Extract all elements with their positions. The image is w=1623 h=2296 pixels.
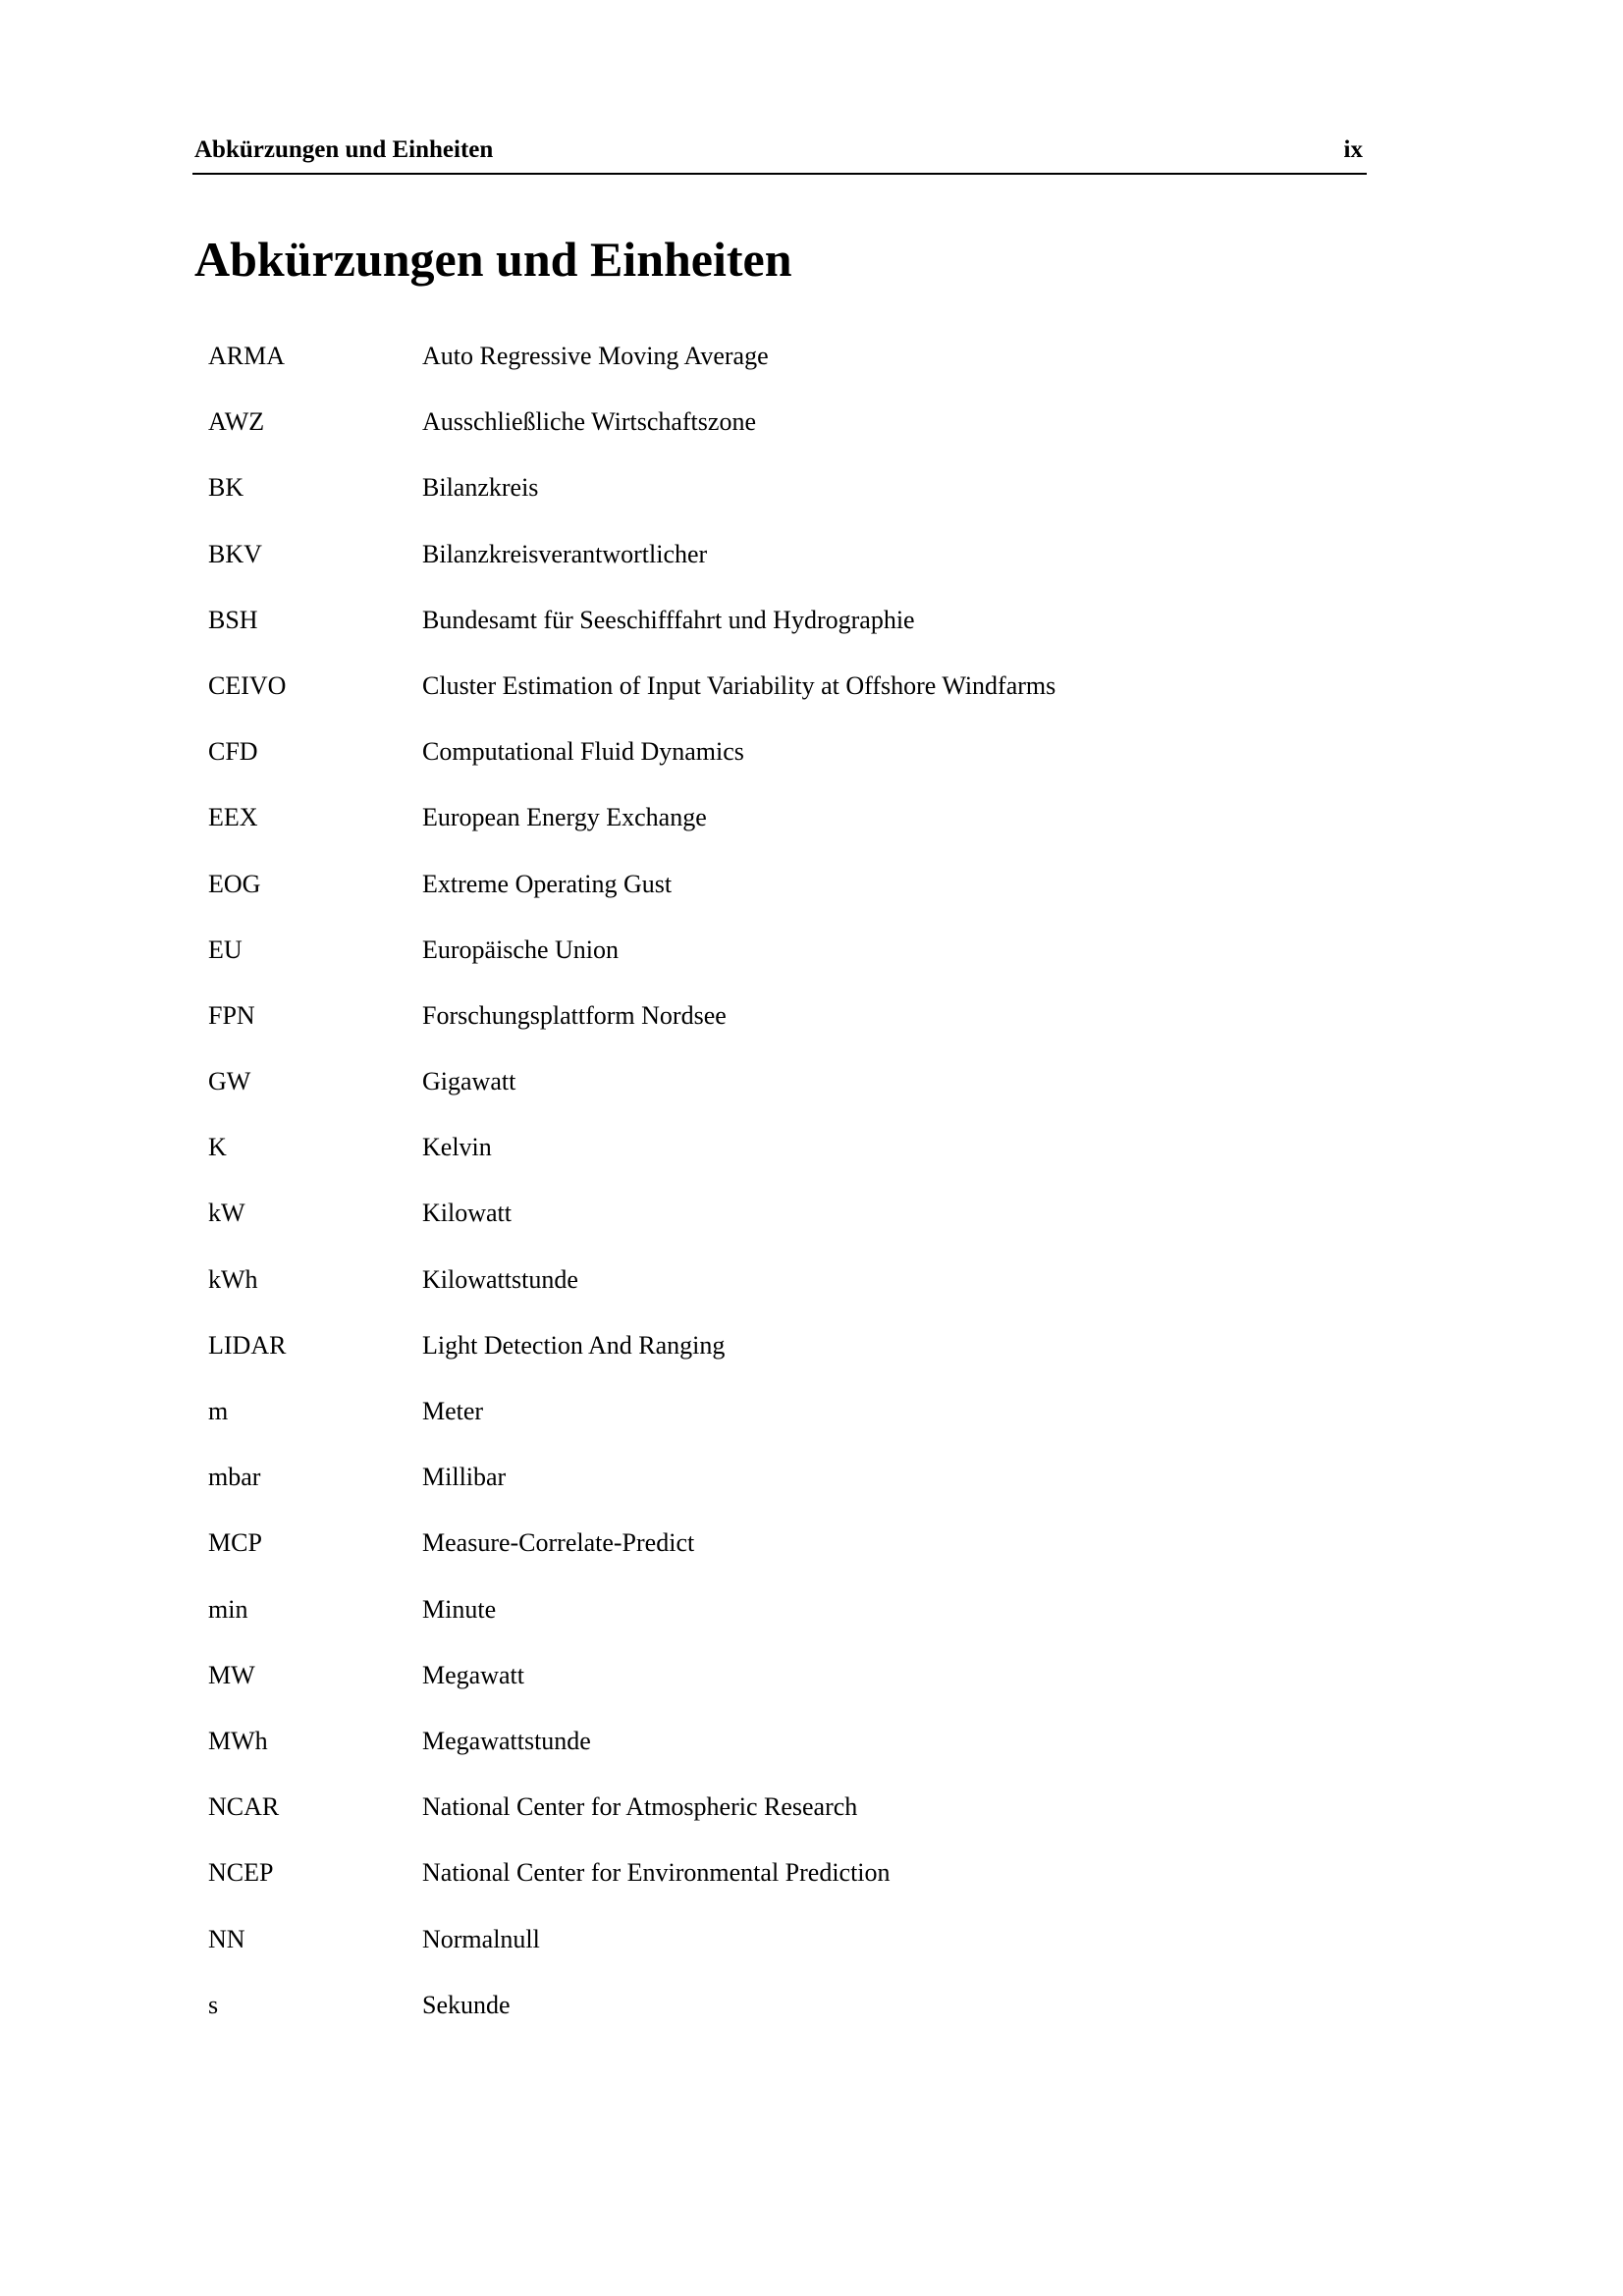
abbreviation-definition: Bilanzkreis (422, 473, 539, 503)
abbreviation-definition: Extreme Operating Gust (422, 869, 673, 898)
abbreviation-row (208, 1265, 1386, 1331)
abbreviation-row (208, 1792, 1386, 1858)
abbreviation-row (208, 1067, 1386, 1133)
abbreviation-definition: Minute (422, 1594, 497, 1624)
abbreviation-term: NCAR (208, 1792, 280, 1822)
abbreviation-term: GW (208, 1067, 251, 1096)
abbreviation-row (208, 540, 1386, 606)
abbreviation-definition: Forschungsplattform Nordsee (422, 1000, 727, 1030)
abbreviation-term: MWh (208, 1726, 268, 1755)
abbreviation-row (208, 737, 1386, 803)
abbreviation-row (208, 1925, 1386, 1991)
abbreviation-definition: Auto Regressive Moving Average (422, 342, 769, 370)
abbreviation-row (208, 935, 1386, 1001)
abbreviation-term: BKV (208, 539, 262, 568)
abbreviation-definition: Sekunde (422, 1990, 511, 2019)
abbreviation-row (208, 1727, 1386, 1792)
abbreviation-term: EOG (208, 869, 261, 898)
abbreviation-definition: Normalnull (422, 1924, 540, 1953)
abbreviation-row (208, 1595, 1386, 1661)
page-number: ix (1343, 136, 1363, 163)
abbreviation-term: AWZ (208, 407, 265, 437)
abbreviation-term: mbar (208, 1463, 261, 1492)
abbreviation-definition: Kilowatt (422, 1199, 512, 1228)
abbreviation-definition: Gigawatt (422, 1067, 516, 1096)
abbreviation-definition: National Center for Atmospheric Research (422, 1792, 858, 1822)
abbreviation-row (208, 342, 1386, 407)
abbreviation-term: EU (208, 934, 243, 964)
abbreviation-term: min (208, 1594, 248, 1624)
abbreviation-term: kWh (208, 1264, 258, 1294)
abbreviation-definition: Bilanzkreisverantwortlicher (422, 539, 708, 568)
abbreviation-definition: Light Detection And Ranging (422, 1330, 726, 1360)
abbreviation-term: ARMA (208, 342, 286, 370)
abbreviation-term: CFD (208, 737, 258, 767)
abbreviation-definition: Measure-Correlate-Predict (422, 1528, 695, 1558)
abbreviation-definition: Computational Fluid Dynamics (422, 737, 744, 767)
abbreviation-row (208, 803, 1386, 869)
abbreviation-term: LIDAR (208, 1330, 287, 1360)
abbreviation-term: FPN (208, 1000, 255, 1030)
abbreviation-list (208, 342, 1386, 2056)
abbreviation-row (208, 1397, 1386, 1463)
abbreviation-row (208, 1991, 1386, 2056)
abbreviation-term: s (208, 1990, 219, 2019)
chapter-title: Abkürzungen und Einheiten (194, 232, 792, 287)
abbreviation-definition: Ausschließliche Wirtschaftszone (422, 407, 756, 437)
abbreviation-definition: National Center for Environmental Prediction (422, 1858, 891, 1888)
running-header-title: Abkürzungen und Einheiten (194, 136, 494, 163)
abbreviation-term: NCEP (208, 1858, 274, 1888)
abbreviation-definition: Megawattstunde (422, 1726, 591, 1755)
abbreviation-definition: European Energy Exchange (422, 803, 707, 832)
abbreviation-row (208, 1858, 1386, 1924)
abbreviation-row (208, 1001, 1386, 1067)
abbreviation-row (208, 606, 1386, 671)
abbreviation-term: MW (208, 1660, 255, 1689)
abbreviation-row (208, 1661, 1386, 1727)
abbreviation-definition: Kelvin (422, 1133, 492, 1162)
abbreviation-definition: Cluster Estimation of Input Variability at Offshore Windfarms (422, 670, 1056, 700)
abbreviation-definition: Europäische Union (422, 934, 620, 964)
abbreviation-definition: Meter (422, 1397, 484, 1425)
abbreviation-definition: Megawatt (422, 1660, 524, 1689)
abbreviation-term: BSH (208, 605, 258, 634)
abbreviation-row (208, 407, 1386, 473)
abbreviation-term: K (208, 1133, 227, 1162)
abbreviation-term: EEX (208, 803, 258, 832)
abbreviation-term: MCP (208, 1528, 262, 1558)
abbreviation-definition: Bundesamt für Seeschifffahrt und Hydrographie (422, 605, 915, 634)
abbreviation-row (208, 1331, 1386, 1397)
abbreviation-row (208, 473, 1386, 539)
abbreviation-term: kW (208, 1199, 245, 1228)
abbreviation-term: m (208, 1397, 229, 1425)
abbreviation-definition: Millibar (422, 1463, 507, 1492)
abbreviation-row (208, 1463, 1386, 1528)
abbreviation-term: BK (208, 473, 244, 503)
abbreviation-term: CEIVO (208, 670, 287, 700)
abbreviation-row (208, 1133, 1386, 1199)
abbreviation-term: NN (208, 1924, 245, 1953)
abbreviation-row (208, 870, 1386, 935)
abbreviation-row (208, 671, 1386, 737)
abbreviation-row (208, 1199, 1386, 1264)
running-header (192, 133, 1367, 175)
abbreviation-definition: Kilowattstunde (422, 1264, 578, 1294)
abbreviation-row (208, 1528, 1386, 1594)
